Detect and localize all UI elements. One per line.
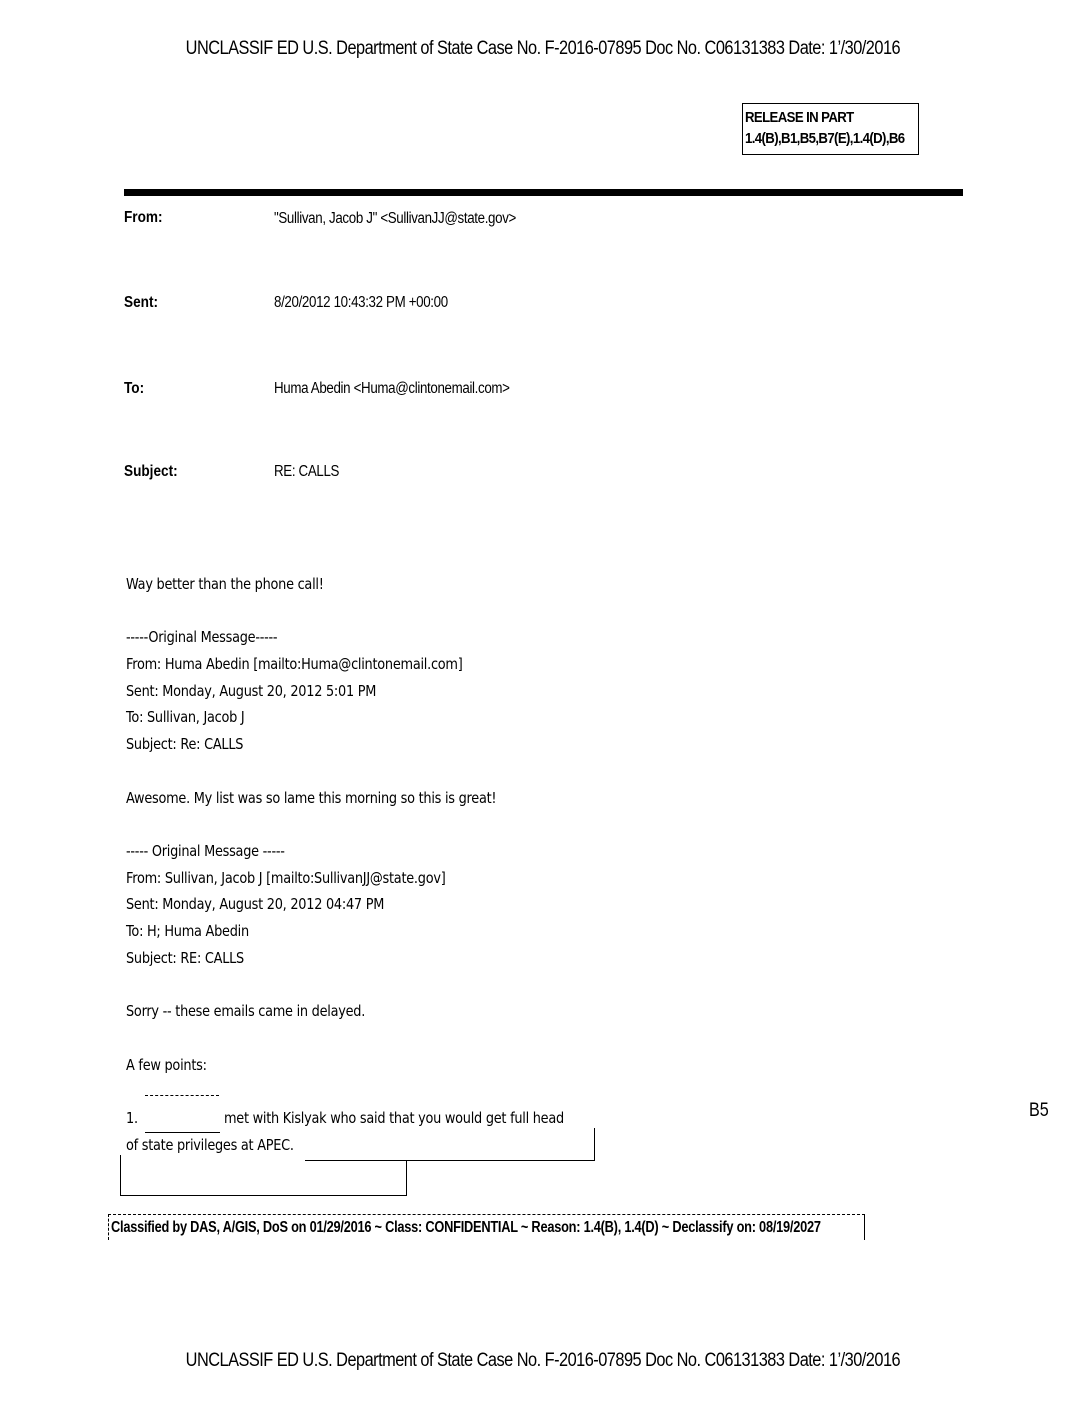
to-label: To: (124, 380, 145, 397)
from-value: "Sullivan, Jacob J" <SullivanJJ@state.gov> (274, 210, 516, 227)
orig2-to: To: H; Huma Abedin (126, 922, 249, 940)
redaction-box-left-edge (120, 1155, 121, 1196)
release-stamp-title: RELEASE IN PART (745, 109, 854, 126)
redaction-box-right-edge (594, 1128, 595, 1161)
unclassified-banner-bottom: UNCLASSIF ED U.S. Department of State Case No. F-2016-07895 Doc No. C06131383 Date: 1’/30/2016 (185, 1350, 901, 1371)
redaction-box-bottom-line (120, 1195, 407, 1196)
orig1-sent: Sent: Monday, August 20, 2012 5:01 PM (126, 682, 377, 700)
unclassified-banner-top: UNCLASSIF ED U.S. Department of State Case No. F-2016-07895 Doc No. C06131383 Date: 1’/30/2016 (185, 38, 901, 59)
orig2-text-sorry: Sorry -- these emails came in delayed. (126, 1002, 366, 1020)
sent-value: 8/20/2012 10:43:32 PM +00:00 (274, 294, 448, 311)
reply-text: Way better than the phone call! (126, 575, 324, 593)
redaction-code-label: B5 (1029, 1100, 1049, 1121)
release-stamp-codes: 1.4(B),B1,B5,B7(E),1.4(D),B6 (745, 130, 905, 147)
sent-label: Sent: (124, 294, 158, 311)
classification-box (108, 1214, 865, 1240)
to-value: Huma Abedin <Huma@clintonemail.com> (274, 380, 510, 397)
orig1-from: From: Huma Abedin [mailto:Huma@clintonemail.com] (126, 655, 463, 673)
point-1-line-1: met with Kislyak who said that you would get full head (224, 1109, 564, 1127)
orig1-to: To: Sullivan, Jacob J (126, 708, 245, 726)
orig2-from: From: Sullivan, Jacob J [mailto:SullivanJJ@state.gov] (126, 869, 446, 887)
orig2-subject: Subject: RE: CALLS (126, 949, 244, 967)
release-stamp (742, 103, 919, 155)
subject-label: Subject: (124, 463, 178, 480)
redaction-box-top-line (305, 1160, 595, 1161)
from-label: From: (124, 209, 163, 226)
redaction-line-name (145, 1132, 220, 1133)
point-1-number: 1. (126, 1109, 138, 1127)
original-message-separator-1: -----Original Message----- (126, 628, 278, 646)
original-message-separator-2: ----- Original Message ----- (126, 842, 285, 860)
header-divider (124, 189, 963, 196)
redaction-dashed-top (145, 1095, 219, 1096)
redaction-box-inner-edge (406, 1160, 407, 1196)
orig1-subject: Subject: Re: CALLS (126, 735, 244, 753)
orig1-text: Awesome. My list was so lame this morning so this is great! (126, 789, 497, 807)
orig2-sent: Sent: Monday, August 20, 2012 04:47 PM (126, 895, 385, 913)
orig2-text-points: A few points: (126, 1056, 207, 1074)
classification-text: Classified by DAS, A/GIS, DoS on 01/29/2016 ~ Class: CONFIDENTIAL ~ Reason: 1.4(B), 1.4(D) ~ Declassify on: 08/19/2027 (111, 1219, 821, 1236)
subject-value: RE: CALLS (274, 463, 340, 480)
point-1-line-2: of state privileges at APEC. (126, 1136, 294, 1154)
